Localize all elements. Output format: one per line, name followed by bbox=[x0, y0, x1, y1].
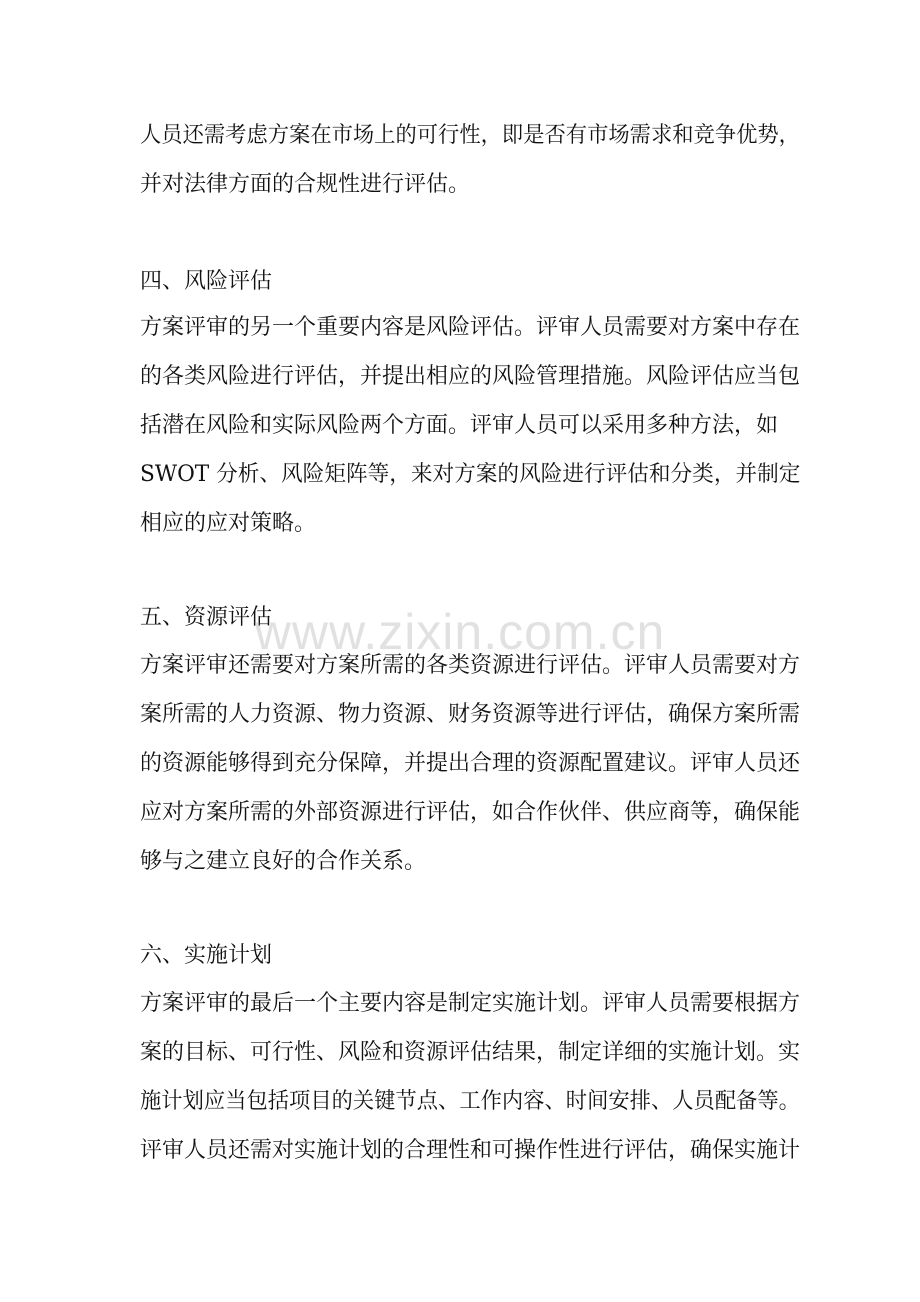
paragraph-line: 的资源能够得到充分保障，并提出合理的资源配置建议。评审人员还 bbox=[140, 751, 801, 776]
paragraph-line: 评审人员还需对实施计划的合理性和可操作性进行评估，确保实施计 bbox=[140, 1138, 801, 1163]
paragraph-line: 应对方案所需的外部资源进行评估，如合作伙伴、供应商等，确保能 bbox=[140, 800, 801, 825]
paragraph-line: 相应的应对策略。 bbox=[140, 511, 317, 536]
paragraph-line: 人员还需考虑方案在市场上的可行性，即是否有市场需求和竞争优势， bbox=[140, 123, 800, 148]
paragraph-line: 方案评审的最后一个主要内容是制定实施计划。评审人员需要根据方 bbox=[140, 991, 801, 1016]
paragraph-line: 施计划应当包括项目的关键节点、工作内容、时间安排、人员配备等。 bbox=[140, 1089, 800, 1114]
paragraph-line: SWOT 分析、风险矩阵等，来对方案的风险进行评估和分类，并制定 bbox=[140, 462, 801, 487]
section-heading-plan: 六、实施计划 bbox=[140, 943, 273, 968]
paragraph-line: 的各类风险进行评估，并提出相应的风险管理措施。风险评估应当包 bbox=[140, 364, 801, 389]
paragraph-line: 够与之建立良好的合作关系。 bbox=[140, 849, 427, 874]
paragraph-line: 方案评审的另一个重要内容是风险评估。评审人员需要对方案中存在 bbox=[140, 315, 801, 340]
paragraph-line: 括潜在风险和实际风险两个方面。评审人员可以采用多种方法，如 bbox=[140, 413, 779, 438]
section-heading-risk: 四、风险评估 bbox=[140, 269, 273, 294]
paragraph-line: 并对法律方面的合规性进行评估。 bbox=[140, 172, 471, 197]
paragraph-line: 方案评审还需要对方案所需的各类资源进行评估。评审人员需要对方 bbox=[140, 653, 801, 678]
section-heading-resource: 五、资源评估 bbox=[140, 605, 273, 630]
watermark-text: www.zixin.com.cn bbox=[254, 604, 666, 660]
paragraph-line: 案所需的人力资源、物力资源、财务资源等进行评估，确保方案所需 bbox=[140, 702, 801, 727]
paragraph-line: 案的目标、可行性、风险和资源评估结果，制定详细的实施计划。实 bbox=[140, 1040, 801, 1065]
